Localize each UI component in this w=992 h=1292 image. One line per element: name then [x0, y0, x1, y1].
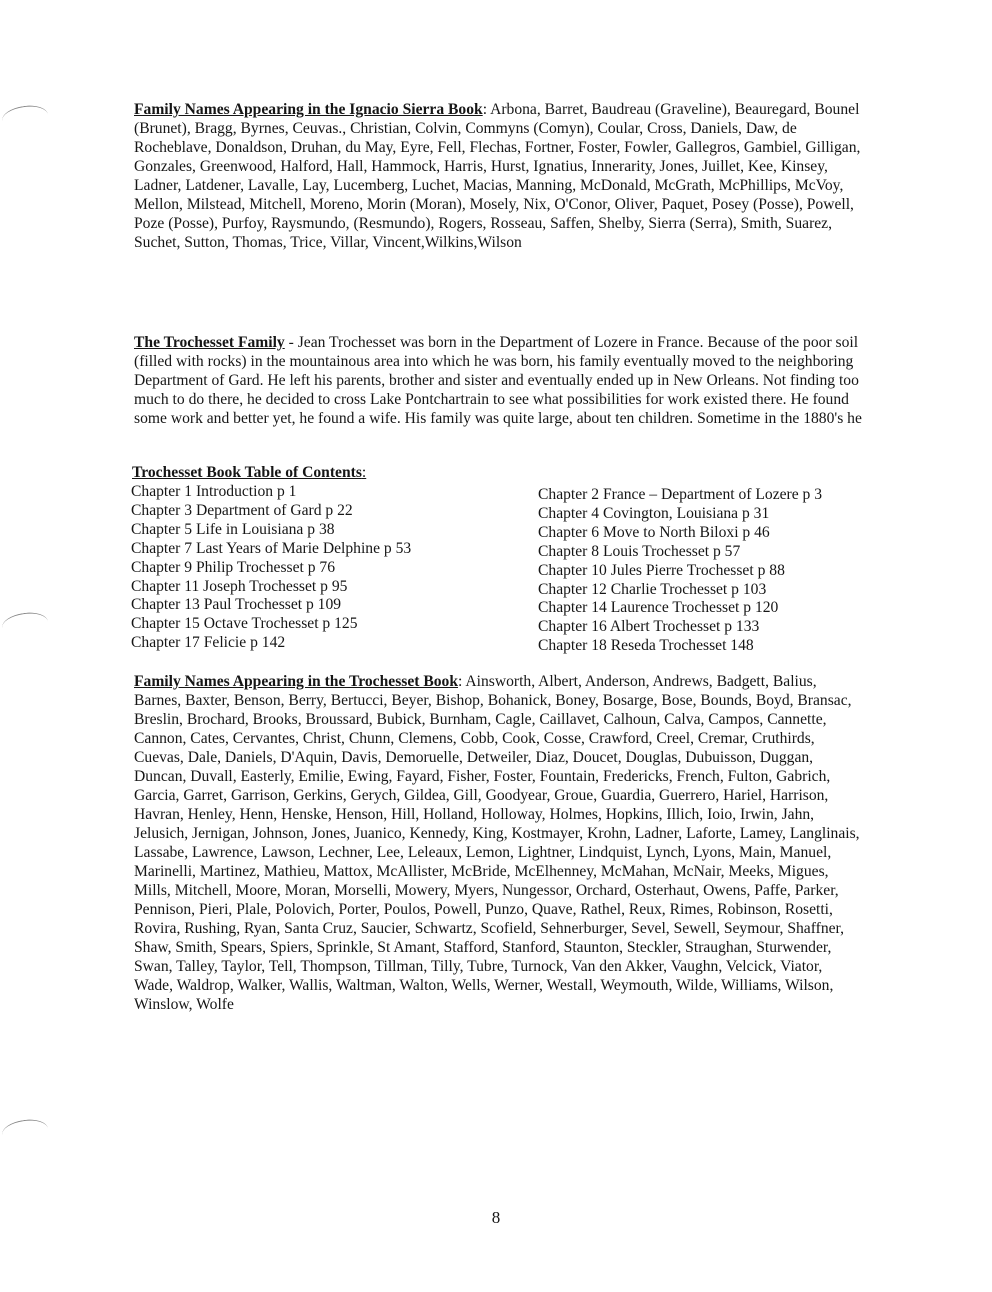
trochesset-family-paragraph	[134, 333, 864, 428]
trochesset-family-heading: The Trochesset Family	[134, 334, 285, 351]
ignacio-sierra-names: : Arbona, Barret, Baudreau (Graveline), Beauregard, Bounel (Brunet), Bragg, Byrnes, Ceuvas., Christian, Colvin, Commyns (Comyn), Coular, Cross, Daniels, Daw, de Rocheblave, Donaldson, Druhan, du May, Eyre, Fell, Flechas, Fortner, Foster, Fowler, Gallegros, Gambiel, Gilligan, Gonzales, Greenwood, Halford, Hall, Hammock, Harris, Hurst, Ignatius, Innerarity, Jones, Juillet, Kee, Kinsey, Ladner, Latdener, Lavalle, Lay, Lucemberg, Luchet, Macias, Manning, McDonald, McGrath, McPhillips, McVoy, Mellon, Milstead, Mitchell, Moreno, Morin (Moran), Mosely, Nix, O'Conor, Oliver, Paquet, Posey (Posse), Powell, Poze (Posse), Purfoy, Raysmundo, (Resmundo), Rogers, Rosseau, Saffen, Shelby, Sierra (Serra), Smith, Suarez, Suchet, Sutton, Thomas, Trice, Villar, Vincent,Wilkins,Wilson	[134, 101, 861, 251]
toc-left-column	[131, 483, 531, 653]
toc-entry: Chapter 6 Move to North Biloxi p 46	[538, 523, 770, 541]
toc-heading-text: Trochesset Book Table of Contents	[132, 464, 362, 481]
toc-entry: Chapter 1 Introduction p 1	[131, 483, 297, 500]
toc-right-column	[538, 486, 878, 656]
punch-hole-mark	[1, 610, 50, 639]
toc-entry: Chapter 7 Last Years of Marie Delphine p 53	[131, 539, 412, 557]
toc-entry: Chapter 17 Felicie p 142	[131, 634, 286, 652]
toc-entry: Chapter 16 Albert Trochesset p 133	[538, 618, 760, 636]
ignacio-sierra-family-names	[134, 100, 864, 252]
trochesset-book-family-names	[134, 672, 864, 1014]
punch-hole-mark	[1, 103, 50, 132]
toc-heading	[132, 464, 366, 482]
toc-entry: Chapter 8 Louis Trochesset p 57	[538, 542, 741, 560]
toc-entry: Chapter 9 Philip Trochesset p 76	[131, 558, 336, 576]
toc-heading-colon: :	[361, 464, 367, 481]
trochesset-names-list: : Ainsworth, Albert, Anderson, Andrews, Badgett, Balius, Barnes, Baxter, Benson, Berry, Bertucci, Beyer, Bishop, Bohanick, Boney, Bosarge, Bose, Bounds, Boyd, Bransac, Breslin, Brochard, Brooks, Broussard, Bubick, Burnham, Cagle, Caillavet, Calhoun, Calva, Campos, Cannette, Cannon, Cates, Cervantes, Christ, Chunn, Clemens, Cobb, Cook, Cosse, Crawford, Creel, Cremar, Cruthirds, Cuevas, Dale, Daniels, D'Aquin, Davis, Demoruelle, Detweiler, Diaz, Doucet, Douglas, Dubuisson, Duggan, Duncan, Duvall, Easterly, Emilie, Ewing, Fayard, Fisher, Foster, Fountain, Fredericks, French, Fulton, Gabrich, Garcia, Garret, Garrison, Gerkins, Gerych, Gildea, Gill, Goodyear, Groue, Guardia, Guerrero, Hariel, Harrison, Havran, Henley, Henn, Henske, Henson, Hill, Holland, Holloway, Holmes, Hopkins, Illich, Ioio, Irwin, Jahn, Jelusich, Jernigan, Johnson, Jones, Juanico, Kennedy, King, Kostmayer, Krohn, Ladner, Laforte, Lamey, Langlinais, Lassabe, Lawrence, Lawson, Lechner, Lee, Leleaux, Lemon, Lightner, Lindquist, Lynch, Lyons, Main, Manuel, Marinelli, Martinez, Mathieu, Mattox, McAllister, McBride, McElhenney, McMahan, McNair, Meeks, Migues, Mills, Mitchell, Moore, Moran, Morselli, Mowery, Myers, Nungessor, Orchard, Osterhaut, Owens, Paffe, Parker, Pennison, Pieri, Plale, Polovich, Porter, Poulos, Powell, Punzo, Quave, Rathel, Reux, Rimes, Robinson, Rosetti, Rovira, Rushing, Ryan, Santa Cruz, Saucier, Schwartz, Scofield, Sehnerburger, Sevel, Sewell, Seymour, Shaffner, Shaw, Smith, Spears, Spiers, Sprinkle, St Amant, Stafford, Stanford, Staunton, Steckler, Straughan, Sturwender, Swan, Talley, Taylor, Tell, Thompson, Tillman, Tilly, Tubre, Turnock, Van den Akker, Vaughn, Velcick, Viator, Wade, Waldrop, Walker, Wallis, Waltman, Walton, Wells, Werner, Westall, Weymouth, Wilde, Williams, Wilson, Winslow, Wolfe	[134, 673, 860, 1013]
punch-hole-mark	[1, 1117, 50, 1146]
toc-entry: Chapter 10 Jules Pierre Trochesset p 88	[538, 561, 785, 579]
toc-entry: Chapter 11 Joseph Trochesset p 95	[131, 577, 348, 595]
toc-entry: Chapter 12 Charlie Trochesset p 103	[538, 580, 767, 598]
toc-entry: Chapter 4 Covington, Louisiana p 31	[538, 504, 770, 522]
toc-entry: Chapter 3 Department of Gard p 22	[131, 501, 353, 519]
toc-entry: Chapter 14 Laurence Trochesset p 120	[538, 599, 779, 617]
toc-entry: Chapter 18 Reseda Trochesset 148	[538, 637, 754, 655]
trochesset-names-heading: Family Names Appearing in the Trochesset Book	[134, 673, 459, 690]
trochesset-family-text: - Jean Trochesset was born in the Department of Lozere in France. Because of the poor soil (filled with rocks) in the mountainous area into which he was born, his family eventually moved to the neighboring Department of Gard. He left his parents, brother and sister and eventually ended up in New Orleans. Not finding too much to do there, he decided to cross Lake Pontchartrain to see what possibilities for work existed there. He found some work and better yet, he found a wife. His family was quite large, about ten children. Sometime in the 1880's he	[134, 334, 862, 427]
toc-entry: Chapter 5 Life in Louisiana p 38	[131, 520, 335, 538]
toc-entry: Chapter 2 France – Department of Lozere p 3	[538, 486, 823, 503]
toc-entry: Chapter 15 Octave Trochesset p 125	[131, 615, 358, 633]
page-number: 8	[491, 1208, 501, 1227]
toc-entry: Chapter 13 Paul Trochesset p 109	[131, 596, 342, 614]
ignacio-sierra-heading: Family Names Appearing in the Ignacio Sierra Book	[134, 101, 483, 118]
